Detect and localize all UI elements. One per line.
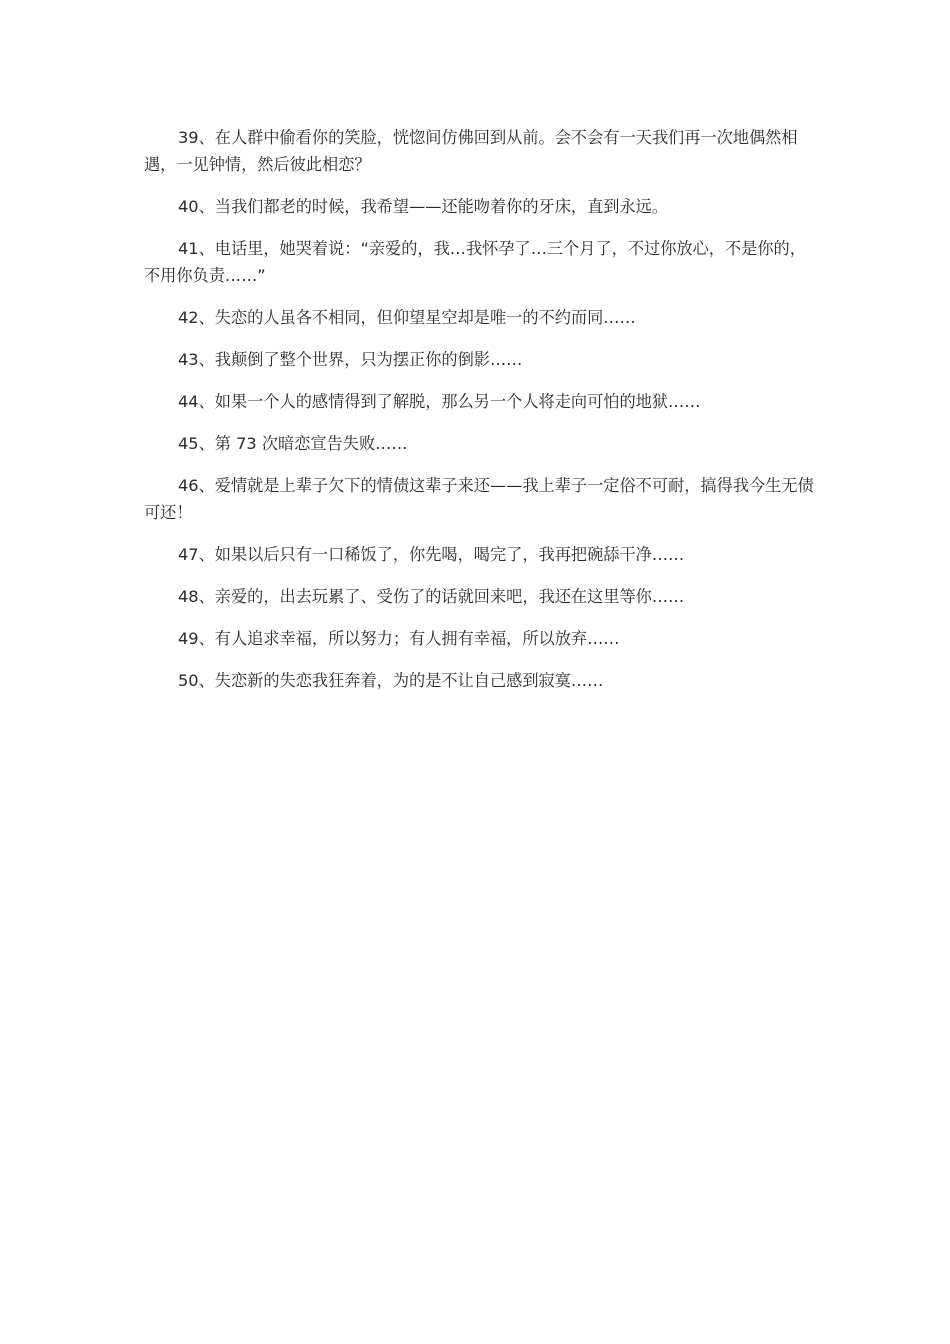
- paragraph-48: 48、亲爱的，出去玩累了、受伤了的话就回来吧，我还在这里等你……: [178, 587, 685, 606]
- paragraph-41: 41、电话里，她哭着说：“亲爱的，我…我怀孕了…三个月了，不过你放心，不是你的，不用你负责……”: [144, 239, 806, 285]
- document-body: [144, 124, 816, 709]
- paragraph-39: 39、在人群中偷看你的笑脸，恍惚间仿佛回到从前。会不会有一天我们再一次地偶然相遇，一见钟情，然后彼此相恋？: [144, 128, 798, 174]
- paragraph-49: 49、有人追求幸福，所以努力；有人拥有幸福，所以放弃……: [178, 629, 620, 648]
- paragraph-50: 50、失恋新的失恋我狂奔着，为的是不让自己感到寂寞……: [178, 671, 604, 690]
- paragraph-46: 46、爱情就是上辈子欠下的情债这辈子来还——我上辈子一定俗不可耐，搞得我今生无债可还！: [144, 476, 814, 522]
- paragraph-45: 45、第 73 次暗恋宣告失败……: [178, 434, 408, 453]
- paragraph-44: 44、如果一个人的感情得到了解脱，那么另一个人将走向可怕的地狱……: [178, 392, 701, 411]
- paragraph-43: 43、我颠倒了整个世界，只为摆正你的倒影……: [178, 350, 523, 369]
- paragraph-42: 42、失恋的人虽各不相同，但仰望星空却是唯一的不约而同……: [178, 308, 636, 327]
- paragraph-40: 40、当我们都老的时候，我希望——还能吻着你的牙床，直到永远。: [178, 197, 669, 216]
- paragraph-47: 47、如果以后只有一口稀饭了，你先喝，喝完了，我再把碗舔干净……: [178, 545, 685, 564]
